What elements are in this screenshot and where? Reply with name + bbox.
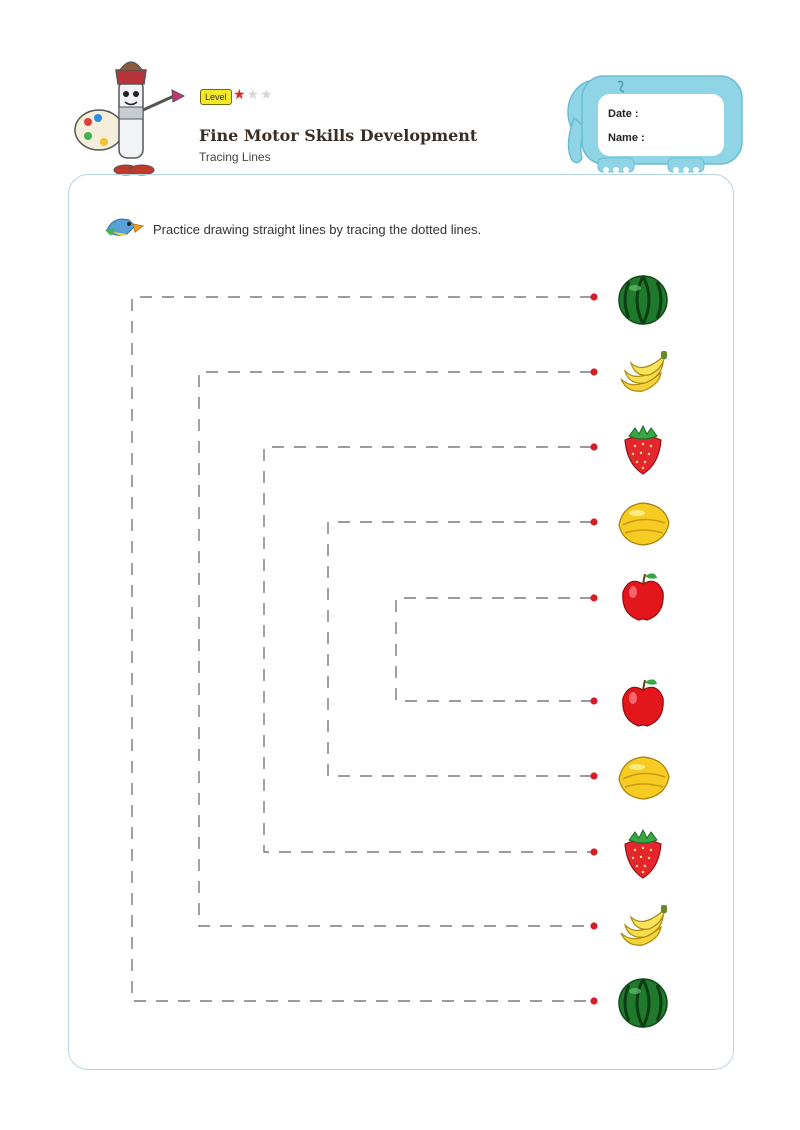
banana-icon [615,345,671,401]
apple-icon [615,568,671,624]
parrot-icon [103,212,147,242]
watermelon-icon [615,973,671,1029]
page-subtitle: Tracing Lines [199,150,271,164]
instruction-text: Practice drawing straight lines by tracing the dotted lines. [153,222,482,237]
page-title: Fine Motor Skills Development [199,126,478,145]
paintbrush-mascot-icon [74,52,186,182]
level-rating [233,86,274,103]
star-fruit-icon [615,749,671,805]
name-label: Name : [608,132,645,144]
star-empty-icon: ★ [246,86,261,102]
star-empty-icon: ★ [260,86,274,102]
star-filled-icon: ★ [233,86,247,102]
watermelon-icon [615,270,671,326]
date-label: Date : [608,108,639,120]
star-fruit-icon [615,495,671,551]
strawberry-icon [615,824,671,880]
apple-icon [615,674,671,730]
strawberry-icon [615,420,671,476]
banana-icon [615,899,671,955]
elephant-info-card [560,70,750,180]
level-badge: Level [200,89,232,105]
